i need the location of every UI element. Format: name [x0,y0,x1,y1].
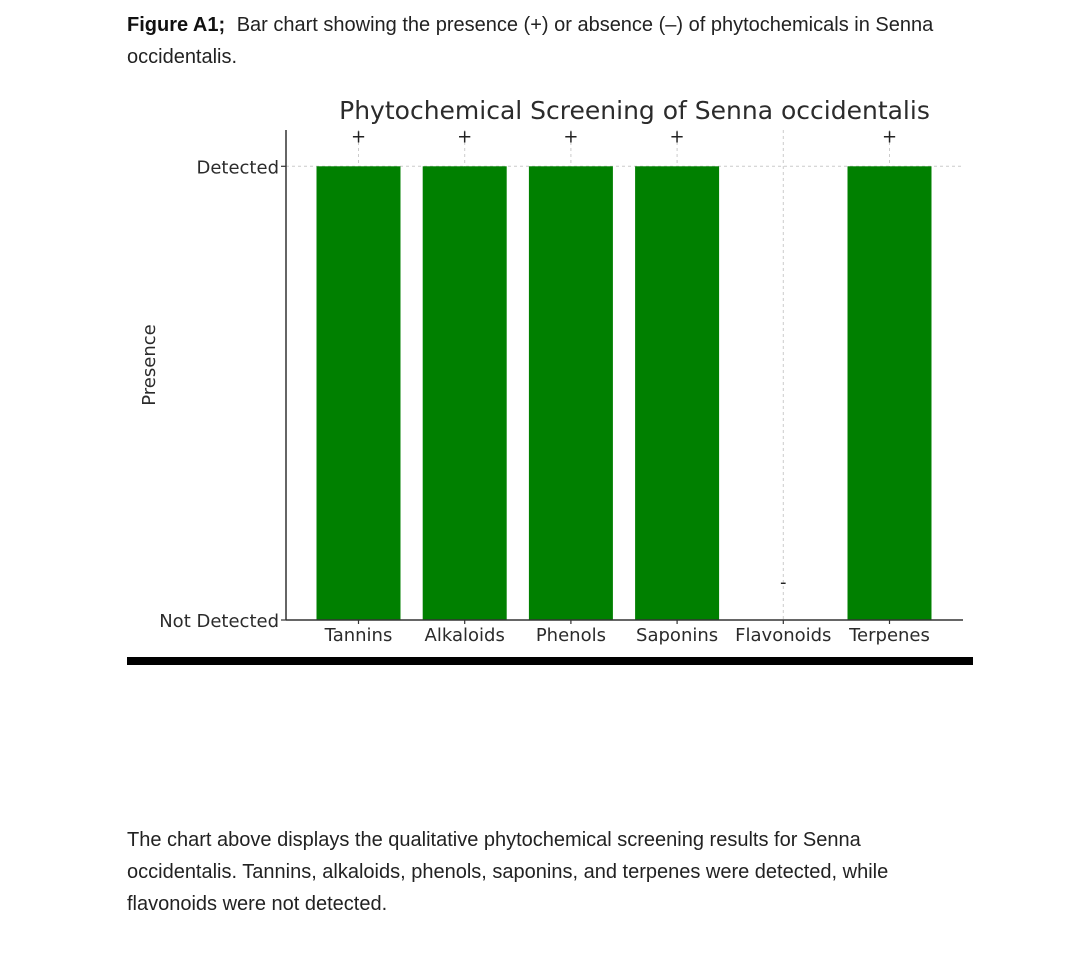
bar [848,166,932,620]
bar-marker-label: + [563,126,579,148]
bar-marker-label: + [457,126,473,148]
bar [317,166,401,620]
x-tick-label: Terpenes [849,625,930,646]
x-tick-label: Tannins [324,625,393,646]
figure-label: Figure A1; [127,14,226,36]
bar-marker-label: + [669,126,685,148]
bar-chart [0,90,1080,650]
bar-marker-label: - [780,572,787,593]
bar [423,166,507,620]
y-tick-label: Not Detected [159,611,279,632]
y-axis-label: Presence [139,324,160,406]
divider-rule [127,657,973,665]
x-tick-label: Saponins [636,625,719,646]
description-paragraph: The chart above displays the qualitative phytochemical screening results for Senna occidentalis. Tannins, alkaloids, phenols, saponins, and terpenes were detected, while flavonoids were not detected. [127,829,889,915]
bar [529,166,613,620]
x-tick-label: Alkaloids [424,625,505,646]
chart-title: Phytochemical Screening of Senna occidentalis [339,96,930,125]
y-tick-label: Detected [196,157,279,179]
figure-caption-text: Bar chart showing the presence (+) or absence (–) of phytochemicals in Senna occidentalis. [127,14,934,68]
bar-marker-label: + [350,126,367,148]
bar-marker-label: + [881,126,898,148]
bar [635,166,719,620]
figure-caption [127,9,947,73]
x-tick-label: Flavonoids [735,625,832,646]
chart-container [0,90,1080,650]
x-tick-label: Phenols [535,625,606,646]
